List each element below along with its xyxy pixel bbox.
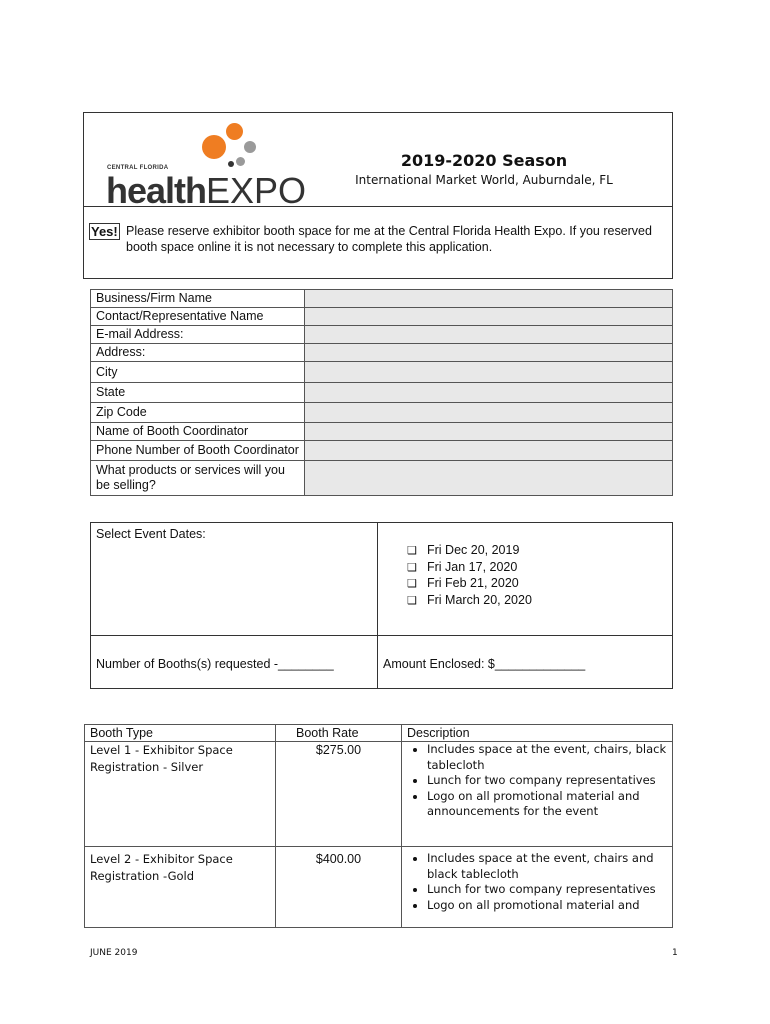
info-label: What products or services will you be selling? (91, 461, 305, 496)
booth-type-line2: Registration -Gold (90, 869, 195, 883)
event-date-option[interactable] (407, 543, 532, 560)
info-label: City (91, 362, 305, 383)
event-date-option[interactable] (407, 593, 532, 610)
list-item: • Logo on all promotional material and (427, 898, 667, 914)
select-event-dates-label: Select Event Dates: (96, 527, 206, 541)
table-row (85, 847, 673, 928)
booth-pricing-table (84, 724, 673, 928)
description-cell (402, 847, 673, 928)
list-item: • Logo on all promotional material and announcements for the event (427, 789, 667, 820)
header-box (83, 112, 673, 279)
info-label: Business/Firm Name (91, 290, 305, 308)
booth-type-cell (85, 742, 276, 847)
description-list (407, 851, 667, 913)
list-item: • Lunch for two company representatives (427, 882, 667, 898)
info-label: Phone Number of Booth Coordinator (91, 441, 305, 461)
event-date-label: Fri Jan 17, 2020 (427, 559, 518, 574)
event-dates-box (90, 522, 673, 689)
event-date-label: Fri Feb 21, 2020 (427, 576, 519, 590)
logo-wordmark (106, 171, 306, 211)
info-row (91, 441, 673, 461)
info-row (91, 344, 673, 362)
table-row (85, 742, 673, 847)
venue-subtitle: International Market World, Auburndale, FL (355, 173, 613, 187)
event-dates-list (407, 543, 532, 609)
info-label: State (91, 383, 305, 403)
checkbox-icon[interactable]: ❑ (407, 545, 417, 557)
info-row (91, 423, 673, 441)
info-row (91, 461, 673, 496)
logo-dot-gray-small (236, 157, 245, 166)
info-row (91, 290, 673, 308)
logo-dot-dark (228, 161, 234, 167)
booth-rate-cell: $275.00 (276, 742, 402, 847)
booth-type-cell (85, 847, 276, 928)
booth-type-line2: Registration - Silver (90, 760, 204, 774)
info-label: Zip Code (91, 403, 305, 423)
page-number: 1 (672, 948, 678, 958)
exhibitor-info-table (90, 289, 673, 496)
logo-dot-gray (244, 141, 256, 153)
event-horizontal-divider (91, 635, 672, 636)
booth-type-line1: Level 1 - Exhibitor Space (90, 743, 233, 757)
info-row (91, 403, 673, 423)
info-label: Address: (91, 344, 305, 362)
footer-date: JUNE 2019 (90, 948, 138, 958)
info-row (91, 308, 673, 326)
event-date-option[interactable] (407, 560, 532, 577)
booth-coordinator-field[interactable] (305, 423, 673, 441)
booth-rate-cell: $400.00 (276, 847, 402, 928)
checkbox-icon[interactable]: ❑ (407, 561, 417, 574)
info-label: E-mail Address: (91, 326, 305, 344)
description-list (407, 742, 667, 820)
info-label: Name of Booth Coordinator (91, 423, 305, 441)
info-label: Contact/Representative Name (91, 308, 305, 326)
email-field[interactable] (305, 326, 673, 344)
coordinator-phone-field[interactable] (305, 441, 673, 461)
event-date-option[interactable] (407, 576, 532, 593)
logo-dot-orange-medium (226, 123, 243, 140)
event-date-label: Fri March 20, 2020 (427, 592, 532, 607)
address-field[interactable] (305, 344, 673, 362)
contact-name-field[interactable] (305, 308, 673, 326)
products-services-field[interactable] (305, 461, 673, 496)
business-name-field[interactable] (305, 290, 673, 308)
logo-expo: EXPO (206, 170, 307, 211)
reserve-text-line1: Please reserve exhibitor booth space for me at the Central Florida Health Expo. If you reserved (126, 224, 652, 238)
amount-enclosed-field[interactable]: Amount Enclosed: $_____________ (383, 657, 586, 671)
header-description: Description (402, 725, 673, 742)
health-expo-logo (102, 121, 307, 211)
logo-health: health (106, 170, 207, 211)
checkbox-icon[interactable]: ❑ (407, 594, 417, 607)
season-title: 2019-2020 Season (400, 151, 568, 170)
booths-requested-field[interactable]: Number of Booths(s) requested -________ (96, 657, 334, 671)
header-booth-type: Booth Type (85, 725, 276, 742)
info-row (91, 326, 673, 344)
logo-dot-orange-large (202, 135, 226, 159)
checkbox-icon[interactable]: ❑ (407, 578, 417, 590)
booth-table-header (85, 725, 673, 742)
header-booth-rate: Booth Rate (276, 725, 402, 742)
header-divider (84, 206, 672, 207)
zip-code-field[interactable] (305, 403, 673, 423)
info-row (91, 362, 673, 383)
yes-checkbox-label[interactable]: Yes! (91, 224, 118, 239)
logo-central-florida: CENTRAL FLORIDA (107, 165, 169, 171)
city-field[interactable] (305, 362, 673, 383)
booth-type-line1: Level 2 - Exhibitor Space (90, 852, 233, 866)
list-item: • Includes space at the event, chairs and black tablecloth (427, 851, 667, 882)
list-item: • Lunch for two company representatives (427, 773, 667, 789)
description-cell (402, 742, 673, 847)
info-row (91, 383, 673, 403)
reserve-text-line2: booth space online it is not necessary to complete this application. (126, 240, 493, 254)
state-field[interactable] (305, 383, 673, 403)
list-item: • Includes space at the event, chairs, black tablecloth (427, 742, 667, 773)
event-vertical-divider (377, 523, 378, 688)
event-date-label: Fri Dec 20, 2019 (427, 543, 520, 557)
